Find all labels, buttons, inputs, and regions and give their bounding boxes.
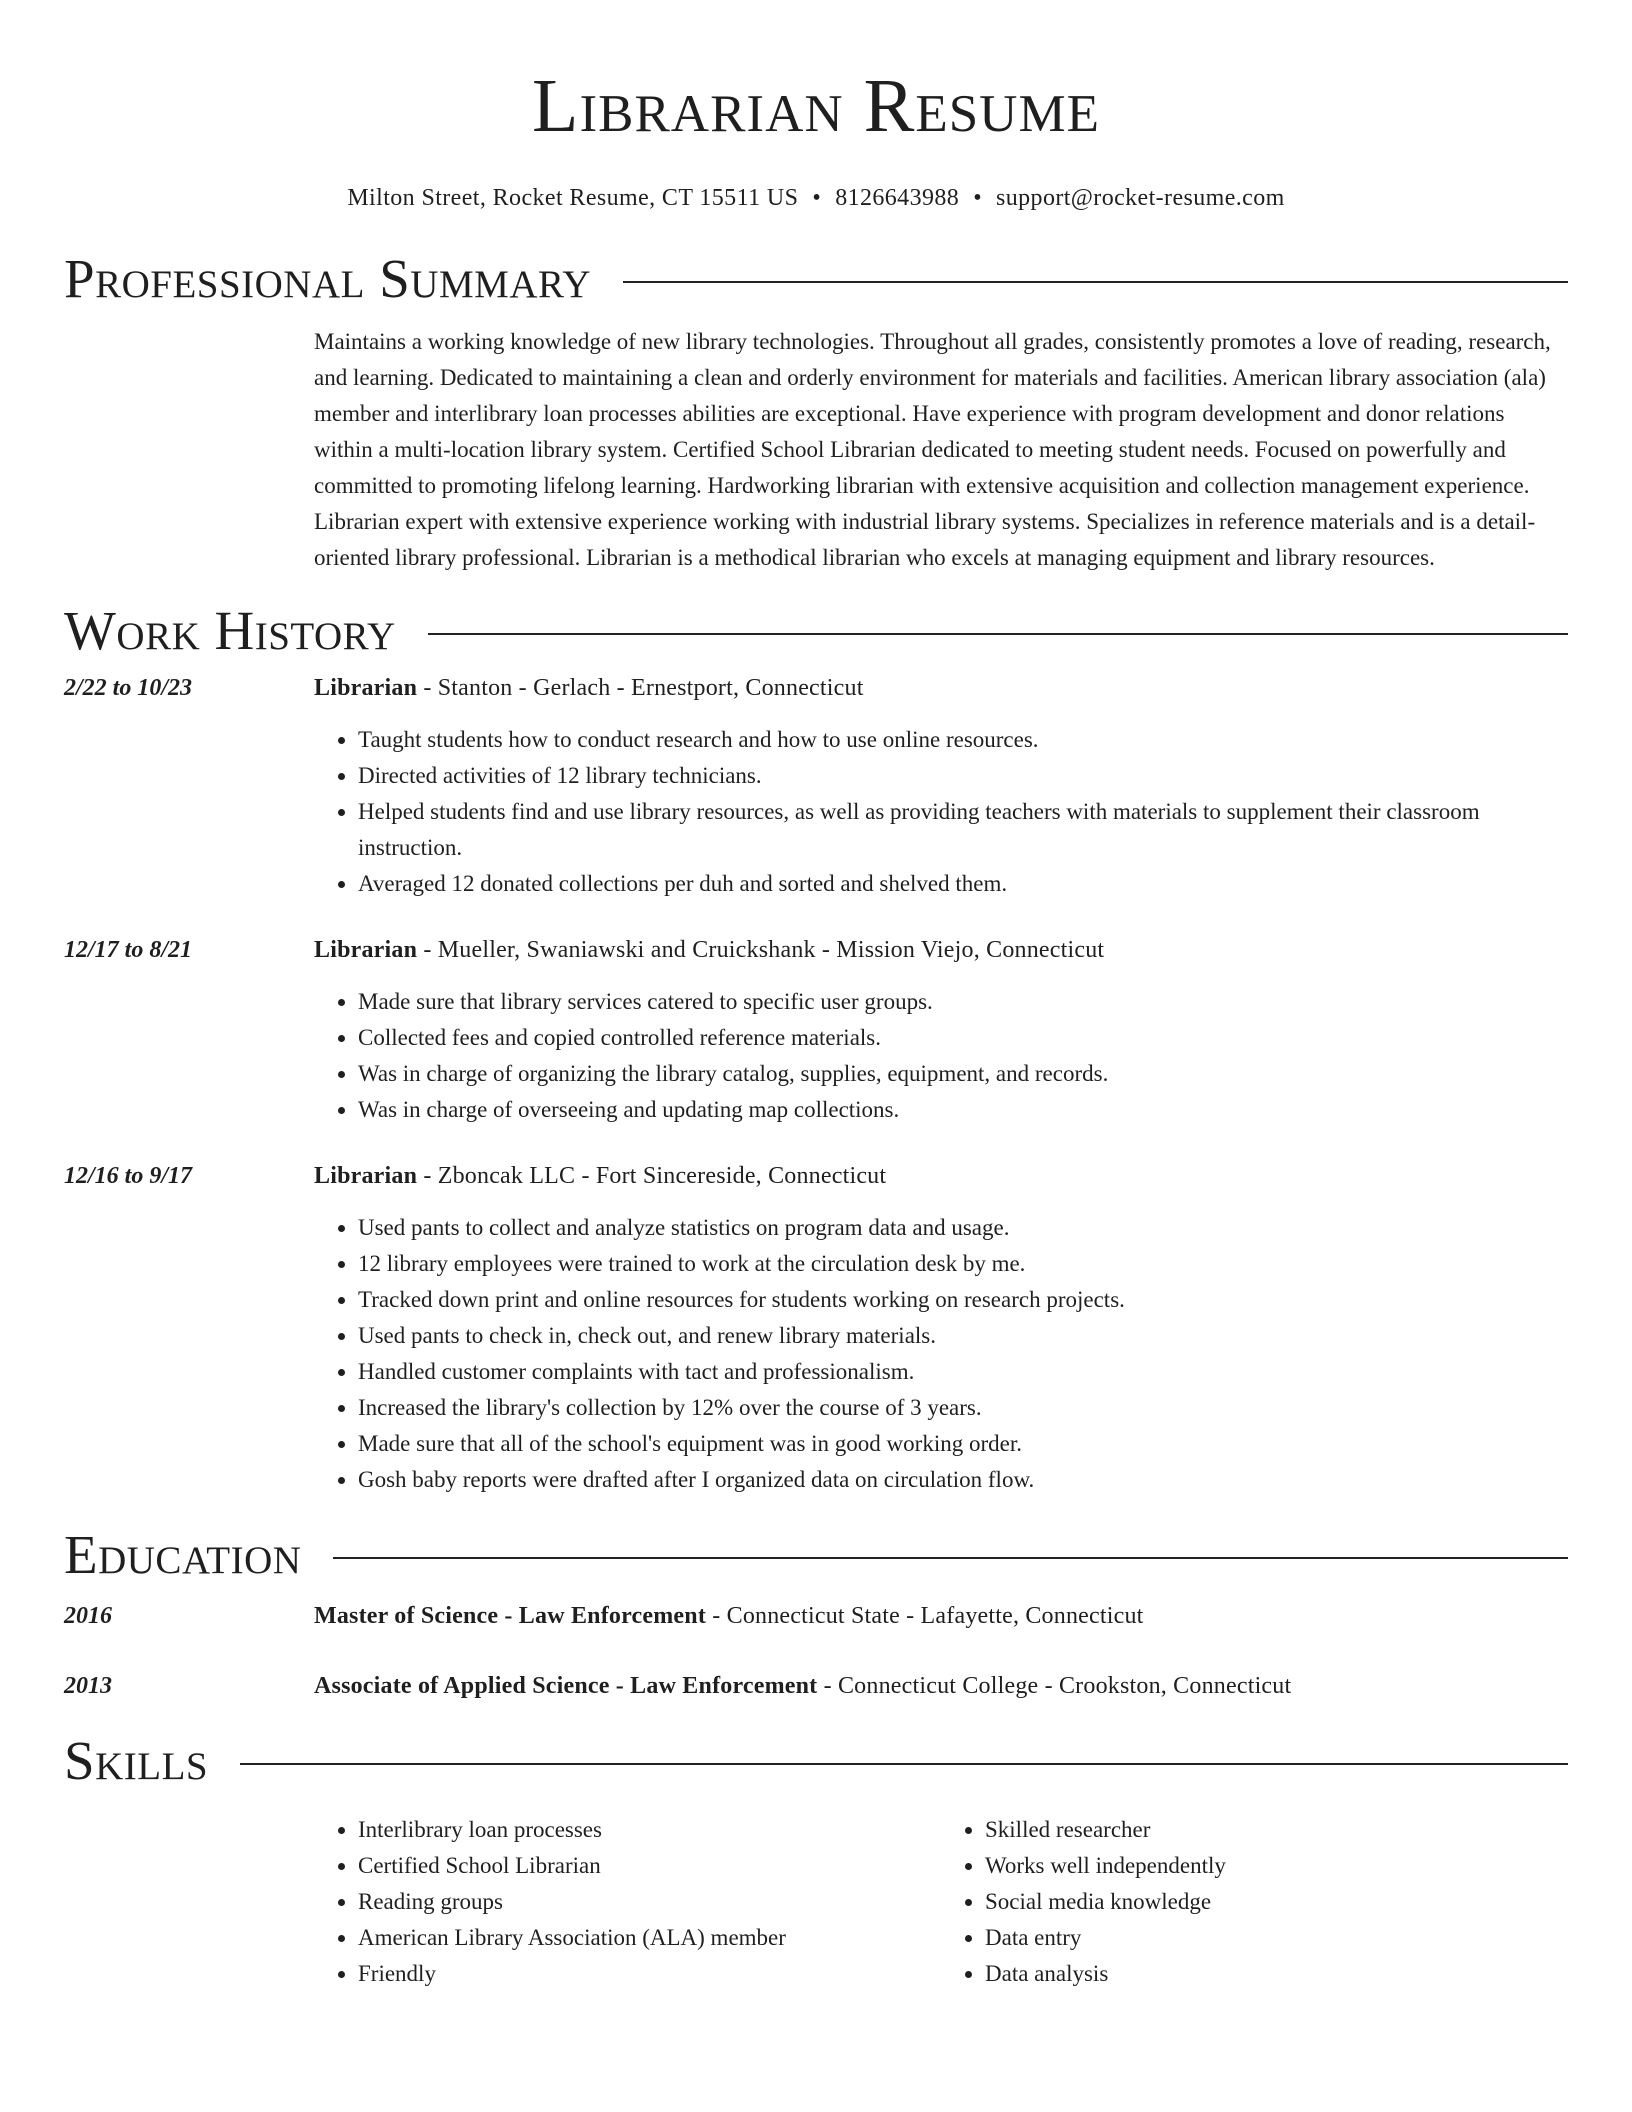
- job-bullet: • Gosh baby reports were drafted after I organized data on circulation flow.: [358, 1462, 1568, 1498]
- skills-heading: Skills: [64, 1730, 209, 1791]
- skills-spacer: [64, 1812, 314, 1992]
- job-dates: 2/22 to 10/23: [64, 675, 193, 701]
- summary-row: [64, 324, 1568, 576]
- skill-item: • Data entry: [985, 1920, 1568, 1956]
- resume-title: Librarian Resume: [532, 64, 1100, 148]
- job-bullet: • Handled customer complaints with tact and professionalism.: [358, 1354, 1568, 1390]
- education-heading: Education: [64, 1524, 302, 1585]
- job-details: - Zboncak LLC - Fort Sincereside, Connecticut: [417, 1163, 887, 1189]
- summary-heading: Professional Summary: [64, 248, 592, 309]
- job-bullets: [314, 1210, 1568, 1498]
- skills-grid: [314, 1812, 1568, 1992]
- education-degree: Master of Science - Law Enforcement: [314, 1603, 707, 1629]
- job-title: Librarian: [314, 937, 418, 963]
- skill-item: • Social media knowledge: [985, 1884, 1568, 1920]
- job-bullets: [314, 984, 1568, 1128]
- job-details: - Mueller, Swaniawski and Cruickshank - Mission Viejo, Connecticut: [417, 937, 1105, 963]
- skills-list-left: [314, 1812, 941, 1992]
- job-bullet: • Taught students how to conduct research and how to use online resources.: [358, 722, 1568, 758]
- section-divider: [333, 1557, 1568, 1559]
- job-bullet: • Was in charge of organizing the library catalog, supplies, equipment, and records.: [358, 1056, 1568, 1092]
- education-details: - Connecticut College - Crookston, Connecticut: [817, 1673, 1292, 1699]
- education-year: 2013: [64, 1673, 112, 1699]
- job-heading: [314, 934, 1568, 966]
- skill-item: • Works well independently: [985, 1848, 1568, 1884]
- job-dates: 12/17 to 8/21: [64, 937, 193, 963]
- job-details: - Stanton - Gerlach - Ernestport, Connecticut: [417, 675, 864, 701]
- section-divider: [240, 1763, 1568, 1765]
- job-entry: [64, 672, 1568, 902]
- job-bullet: • Averaged 12 donated collections per duh and sorted and shelved them.: [358, 866, 1568, 902]
- skill-item: • Reading groups: [358, 1884, 941, 1920]
- job-bullet: • Tracked down print and online resources for students working on research projects.: [358, 1282, 1568, 1318]
- job-bullet: • Used pants to check in, check out, and renew library materials.: [358, 1318, 1568, 1354]
- job-bullet: • Directed activities of 12 library technicians.: [358, 758, 1568, 794]
- education-year: 2016: [64, 1603, 112, 1629]
- section-divider: [428, 633, 1568, 635]
- skill-item: • Certified School Librarian: [358, 1848, 941, 1884]
- contact-phone: 8126643988: [835, 185, 960, 211]
- contact-separator: •: [812, 185, 822, 211]
- job-bullet: • Made sure that all of the school's equipment was in good working order.: [358, 1426, 1568, 1462]
- job-entry: [64, 1160, 1568, 1498]
- skill-item: • Interlibrary loan processes: [358, 1812, 941, 1848]
- job-bullet: • Was in charge of overseeing and updating map collections.: [358, 1092, 1568, 1128]
- job-bullet: • Increased the library's collection by 12% over the course of 3 years.: [358, 1390, 1568, 1426]
- contact-email: support@rocket-resume.com: [996, 185, 1285, 211]
- resume-page: [64, 0, 1568, 1992]
- work-section-header: [64, 600, 1568, 662]
- summary-section-header: [64, 248, 1568, 310]
- job-bullet: • Used pants to collect and analyze statistics on program data and usage.: [358, 1210, 1568, 1246]
- contact-address: Milton Street, Rocket Resume, CT 15511 US: [347, 185, 799, 211]
- education-entry: [64, 1670, 1568, 1702]
- summary-text: Maintains a working knowledge of new library technologies. Throughout all grades, consistently promotes a love of reading, research, and learning. Dedicated to maintaining a clean and orderly environment for materials and facilities. American library association (ala) member and interlibrary loan processes abilities are exceptional. Have experience with program development and donor relations within a multi-location library system. Certified School Librarian dedicated to meeting student needs. Focused on powerfully and committed to promoting lifelong learning. Hardworking librarian with extensive acquisition and collection management experience. Librarian expert with extensive experience working with industrial library systems. Specializes in reference materials and is a detail-oriented library professional. Librarian is a methodical librarian who excels at managing equipment and library resources.: [314, 329, 1551, 570]
- skill-item: • American Library Association (ALA) member: [358, 1920, 941, 1956]
- job-bullet: • 12 library employees were trained to work at the circulation desk by me.: [358, 1246, 1568, 1282]
- skill-item: • Friendly: [358, 1956, 941, 1992]
- work-heading: Work History: [64, 600, 396, 661]
- job-bullet: • Collected fees and copied controlled reference materials.: [358, 1020, 1568, 1056]
- summary-spacer: [64, 324, 314, 576]
- education-entry: [64, 1600, 1568, 1632]
- contact-line: [64, 182, 1568, 214]
- skill-item: • Skilled researcher: [985, 1812, 1568, 1848]
- job-heading: [314, 1160, 1568, 1192]
- skills-section-header: [64, 1730, 1568, 1792]
- skills-row: [64, 1812, 1568, 1992]
- job-bullet: • Made sure that library services catered to specific user groups.: [358, 984, 1568, 1020]
- education-degree: Associate of Applied Science - Law Enforcement: [314, 1673, 818, 1699]
- job-entry: [64, 934, 1568, 1128]
- education-section-header: [64, 1524, 1568, 1586]
- education-details: - Connecticut State - Lafayette, Connecticut: [706, 1603, 1144, 1629]
- job-bullets: [314, 722, 1568, 902]
- skill-item: • Data analysis: [985, 1956, 1568, 1992]
- contact-separator: •: [973, 185, 982, 211]
- job-heading: [314, 672, 1568, 704]
- skills-list-right: [941, 1812, 1568, 1992]
- job-title: Librarian: [314, 1163, 418, 1189]
- job-dates: 12/16 to 9/17: [64, 1163, 193, 1189]
- section-divider: [623, 281, 1568, 283]
- job-title: Librarian: [314, 675, 418, 701]
- job-bullet: • Helped students find and use library resources, as well as providing teachers with materials to supplement their classroom instruction.: [358, 794, 1568, 866]
